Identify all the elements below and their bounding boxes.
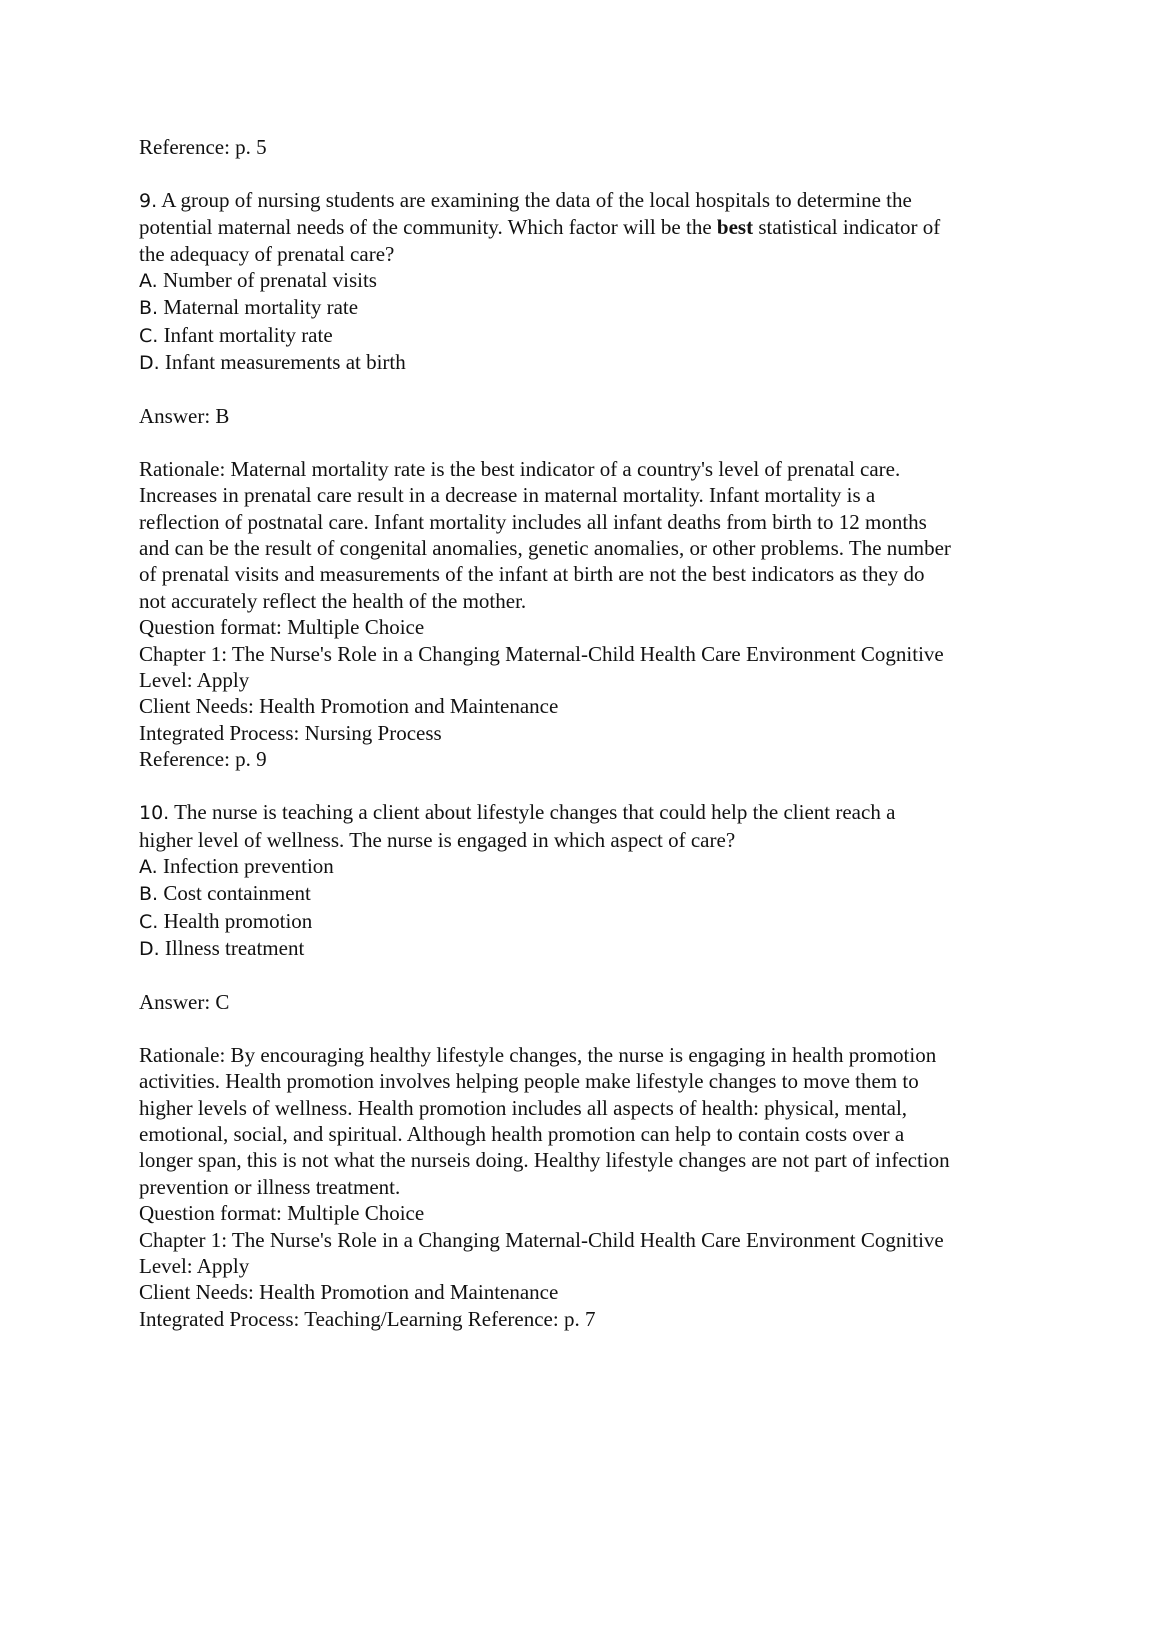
option-letter: A.: [139, 855, 158, 878]
meta-line: Client Needs: Health Promotion and Maintenance: [139, 1280, 559, 1305]
question-stem-line: higher level of wellness. The nurse is engaged in which aspect of care?: [139, 827, 736, 852]
spacer: [139, 1015, 1039, 1041]
meta-line: Level: Apply: [139, 668, 250, 693]
spacer: [139, 773, 1039, 799]
meta-line: Reference: p. 9: [139, 747, 267, 772]
answer-option: [139, 880, 1039, 907]
option-text: Infant measurements at birth: [159, 350, 406, 375]
answer-option: [139, 294, 1039, 321]
rationale-line: longer span, this is not what the nurseis doing. Healthy lifestyle changes are not part of infection: [139, 1148, 950, 1173]
spacer: [139, 160, 1039, 186]
spacer: [139, 963, 1039, 989]
spacer: [139, 429, 1039, 455]
question-number: 10.: [139, 802, 170, 825]
rationale-line: Rationale: By encouraging healthy lifestyle changes, the nurse is engaging in health promotion: [139, 1042, 937, 1067]
answer-option: [139, 322, 1039, 349]
spacer: [139, 377, 1039, 403]
emphasis-word: best: [716, 215, 754, 240]
rationale-line: and can be the result of congenital anomalies, genetic anomalies, or other problems. The number: [139, 536, 951, 561]
rationale-line: Increases in prenatal care result in a decrease in maternal mortality. Infant mortality is a: [139, 483, 876, 508]
meta-line: Question format: Multiple Choice: [139, 1201, 425, 1226]
document-page: [139, 134, 1039, 1332]
question-9: [139, 187, 1039, 773]
answer-option: [139, 908, 1039, 935]
answer-option: [139, 349, 1039, 376]
answer-option: [139, 853, 1039, 880]
question-stem-line: the adequacy of prenatal care?: [139, 241, 395, 266]
option-text: Health promotion: [158, 908, 313, 933]
rationale-line: higher levels of wellness. Health promotion includes all aspects of health: physical, mental,: [139, 1095, 908, 1120]
answer-option: [139, 935, 1039, 962]
meta-line: Level: Apply: [139, 1253, 250, 1278]
meta-line: Client Needs: Health Promotion and Maintenance: [139, 694, 559, 719]
meta-line: Chapter 1: The Nurse's Role in a Changing Maternal-Child Health Care Environment Cognitive: [139, 1227, 944, 1252]
rationale-line: of prenatal visits and measurements of the infant at birth are not the best indicators as they do: [139, 562, 925, 587]
meta-line: Integrated Process: Teaching/Learning Reference: p. 7: [139, 1306, 596, 1331]
question-10: [139, 799, 1039, 1332]
option-letter: B.: [139, 883, 159, 906]
rationale-line: prevention or illness treatment.: [139, 1174, 401, 1199]
rationale-line: Rationale: Maternal mortality rate is the best indicator of a country's level of prenatal care.: [139, 456, 901, 481]
option-letter: C.: [139, 324, 159, 347]
option-text: Infant mortality rate: [158, 322, 333, 347]
rationale-line: not accurately reflect the health of the mother.: [139, 588, 527, 613]
rationale-line: reflection of postnatal care. Infant mortality includes all infant deaths from birth to 12 months: [139, 509, 927, 534]
top-reference: Reference: p. 5: [139, 135, 267, 159]
question-stem-line: potential maternal needs of the community. Which factor will be the best statistical indicator of: [139, 215, 941, 240]
option-letter: A.: [139, 270, 158, 293]
question-stem-line: 10. The nurse is teaching a client about lifestyle changes that could help the client reach a: [139, 800, 896, 825]
meta-line: Integrated Process: Nursing Process: [139, 720, 442, 745]
option-letter: B.: [139, 297, 159, 320]
answer-line: Answer: B: [139, 404, 230, 429]
rationale-line: activities. Health promotion involves helping people make lifestyle changes to move them to: [139, 1069, 919, 1094]
meta-line: Chapter 1: The Nurse's Role in a Changing Maternal-Child Health Care Environment Cognitive: [139, 641, 944, 666]
meta-line: Question format: Multiple Choice: [139, 615, 425, 640]
answer-line: Answer: C: [139, 989, 230, 1014]
option-letter: D.: [139, 938, 160, 961]
option-letter: C.: [139, 910, 159, 933]
option-text: Cost containment: [158, 881, 311, 906]
option-letter: D.: [139, 352, 160, 375]
question-stem-line: 9. A group of nursing students are examining the data of the local hospitals to determine the: [139, 187, 912, 212]
question-number: 9.: [139, 189, 158, 212]
option-text: Illness treatment: [159, 936, 305, 961]
option-text: Number of prenatal visits: [157, 268, 377, 293]
option-text: Infection prevention: [157, 853, 334, 878]
rationale-line: emotional, social, and spiritual. Although health promotion can help to contain costs over a: [139, 1121, 905, 1146]
answer-option: [139, 267, 1039, 294]
option-text: Maternal mortality rate: [158, 295, 359, 320]
